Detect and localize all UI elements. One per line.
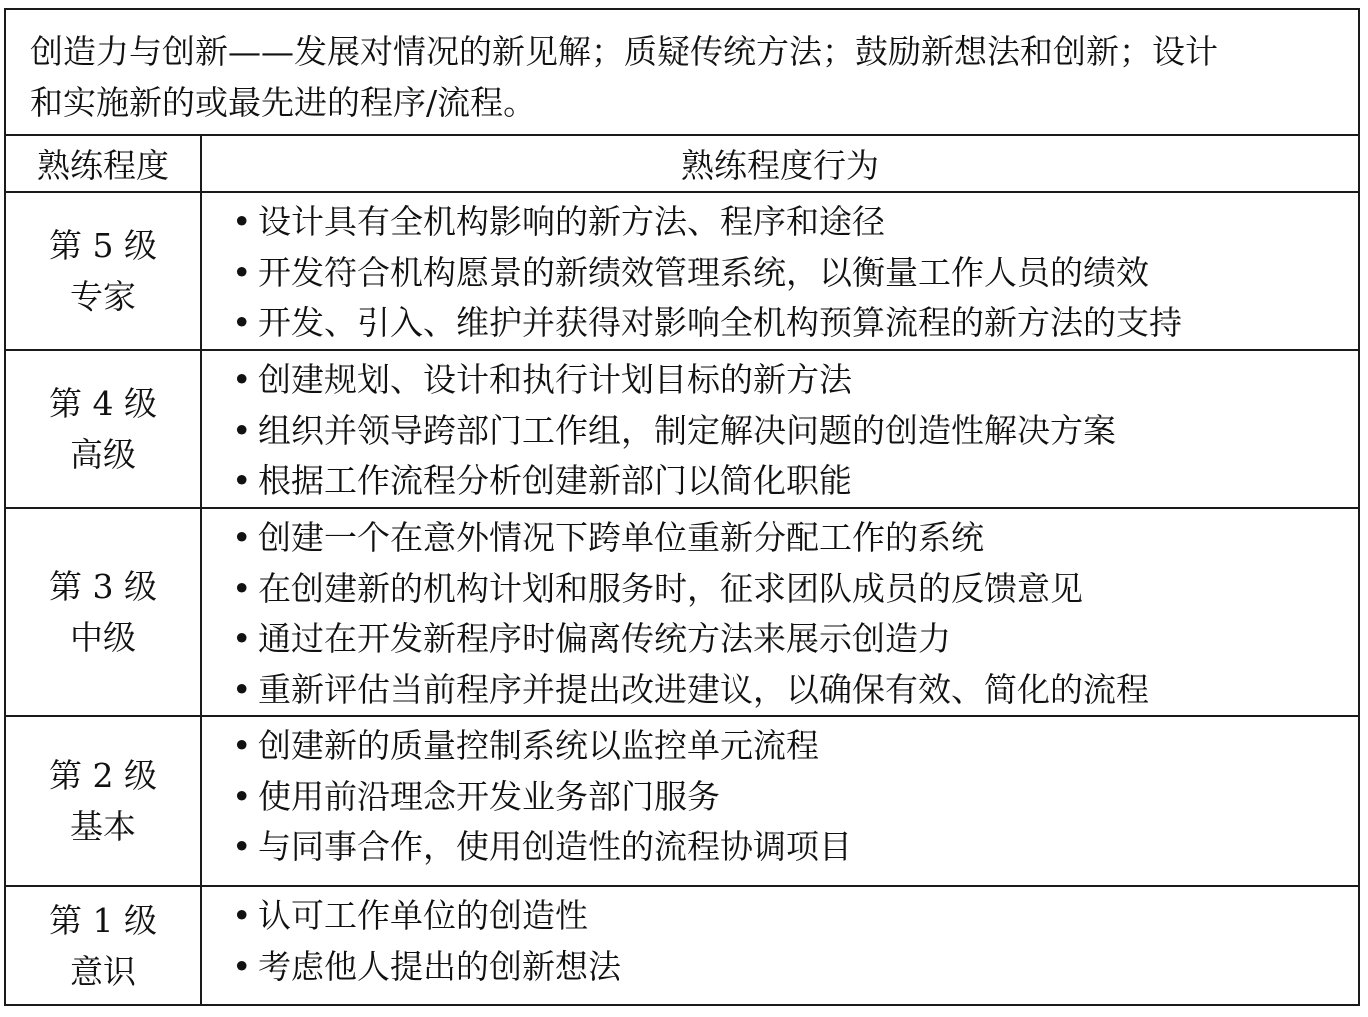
table-row <box>6 716 1358 886</box>
header-proficiency-behavior: 熟练程度行为 <box>681 146 879 185</box>
proficiency-table <box>6 136 1358 1004</box>
list-item: • 根据工作流程分析创建新部门以简化职能 <box>232 456 1358 507</box>
table-row <box>6 350 1358 508</box>
behavior-list <box>232 513 1358 715</box>
list-item: • 考虑他人提出的创新想法 <box>232 942 1358 993</box>
list-item: • 开发、引入、维护并获得对影响全机构预算流程的新方法的支持 <box>232 298 1358 349</box>
list-item: • 开发符合机构愿景的新绩效管理系统，以衡量工作人员的绩效 <box>232 248 1358 299</box>
list-item: • 创建规划、设计和执行计划目标的新方法 <box>232 355 1358 406</box>
list-item: • 通过在开发新程序时偏离传统方法来展示创造力 <box>232 614 1358 665</box>
table-header-row <box>6 136 1358 192</box>
behavior-cell <box>201 350 1358 508</box>
definition-line-2: 和实施新的或最先进的程序/流程。 <box>30 83 537 122</box>
level-name: 基本 <box>70 807 136 846</box>
level-number: 第 1 级 <box>49 900 157 940</box>
level-number: 第 5 级 <box>49 226 157 265</box>
level-cell <box>6 192 201 350</box>
behavior-cell <box>201 716 1358 886</box>
list-item: • 在创建新的机构计划和服务时，征求团队成员的反馈意见 <box>232 564 1358 615</box>
table-row <box>6 508 1358 716</box>
behavior-list <box>232 721 1358 873</box>
level-name: 专家 <box>70 277 136 316</box>
level-number: 第 2 级 <box>49 756 157 795</box>
list-item: • 认可工作单位的创造性 <box>232 891 1358 942</box>
level-number: 第 4 级 <box>49 384 157 423</box>
competency-table-frame <box>4 8 1360 1006</box>
level-cell <box>6 350 201 508</box>
definition-line-1: 创造力与创新——发展对情况的新见解；质疑传统方法；鼓励新想法和创新；设计 <box>30 32 1218 71</box>
behavior-list <box>232 891 1358 992</box>
list-item: • 重新评估当前程序并提出改进建议，以确保有效、简化的流程 <box>232 665 1358 716</box>
behavior-cell <box>201 886 1358 1004</box>
behavior-list <box>232 197 1358 349</box>
level-cell <box>6 886 201 1004</box>
level-number: 第 3 级 <box>49 567 157 606</box>
list-item: • 设计具有全机构影响的新方法、程序和途径 <box>232 197 1358 248</box>
level-name: 中级 <box>70 618 136 657</box>
list-item: • 与同事合作，使用创造性的流程协调项目 <box>232 822 1358 873</box>
table-row <box>6 886 1358 1004</box>
behavior-list <box>232 355 1358 507</box>
table-row <box>6 192 1358 350</box>
list-item: • 创建一个在意外情况下跨单位重新分配工作的系统 <box>232 513 1358 564</box>
competency-definition <box>6 10 1358 136</box>
level-cell <box>6 508 201 716</box>
level-cell <box>6 716 201 886</box>
level-name: 高级 <box>70 435 136 474</box>
level-name: 意识 <box>70 951 136 991</box>
list-item: • 创建新的质量控制系统以监控单元流程 <box>232 721 1358 772</box>
header-proficiency-level: 熟练程度 <box>6 136 201 192</box>
list-item: • 组织并领导跨部门工作组，制定解决问题的创造性解决方案 <box>232 406 1358 457</box>
behavior-cell <box>201 192 1358 350</box>
list-item: • 使用前沿理念开发业务部门服务 <box>232 772 1358 823</box>
behavior-cell <box>201 508 1358 716</box>
